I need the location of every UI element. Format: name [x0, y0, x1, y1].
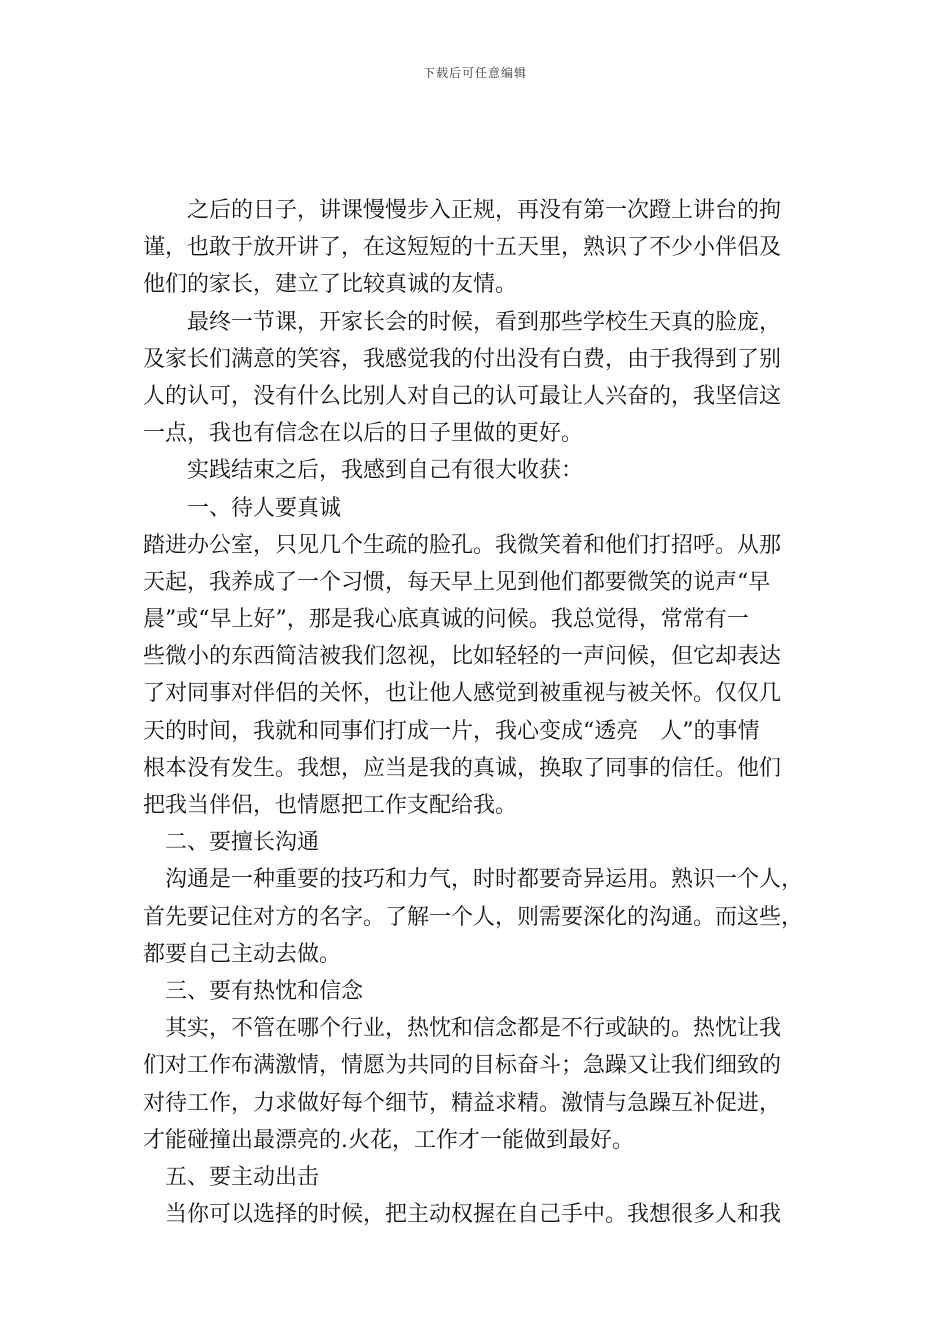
text-line: 天起，我养成了一个习惯，每天早上见到他们都要微笑的说声“早 — [143, 569, 771, 595]
text-line: 一点，我也有信念在以后的日子里做的更好。 — [143, 421, 584, 447]
text-line: 些微小的东西简洁被我们忽视，比如轻轻的一声问候，但它却表达 — [143, 644, 782, 670]
text-line: 之后的日子，讲课慢慢步入正规，再没有第一次蹬上讲台的拘 — [187, 198, 782, 223]
text-line: 二、要擅长沟通 — [165, 830, 320, 856]
text-line: 首先要记住对方的名字。了解一个人，则需要深化的沟通。而这些， — [143, 904, 804, 930]
text-line: 及家长们满意的笑容，我感觉我的付出没有白费，由于我得到了别 — [143, 346, 782, 372]
text-line: 们对工作布满激情，情愿为共同的目标奋斗；急躁又让我们细致的 — [143, 1053, 782, 1079]
text-line: 根本没有发生。我想，应当是我的真诚，换取了同事的信任。他们 — [143, 755, 782, 781]
text-line: 踏进办公室，只见几个生疏的脸孔。我微笑着和他们打招呼。从那 — [143, 532, 782, 558]
text-line: 当你可以选择的时候，把主动权握在自己手中。我想很多人和我 — [165, 1202, 782, 1228]
text-line: 才能碰撞出最漂亮的.火花，工作才一能做到最好。 — [143, 1127, 634, 1153]
text-line: 三、要有热忱和信念 — [165, 978, 364, 1004]
text-line: 实践结束之后，我感到自己有很大收获： — [187, 458, 584, 484]
text-line: 了对同事对伴侣的关怀，也让他人感觉到被重视与被关怀。仅仅几 — [143, 681, 782, 707]
text-line: 五、要主动出击 — [165, 1164, 320, 1190]
text-line: 天的时间，我就和同事们打成一片，我心变成“透亮 人”的事情 — [143, 718, 760, 744]
text-line: 他们的家长，建立了比较真诚的友情。 — [143, 272, 518, 298]
page-header: 下载后可任意编辑 — [422, 66, 527, 80]
text-line: 晨”或“早上好”，那是我心底真诚的问候。我总觉得，常常有一 — [143, 607, 749, 633]
text-line: 一、待人要真诚 — [187, 495, 342, 521]
document-body — [143, 192, 807, 1233]
text-line: 最终一节课，开家长会的时候，看到那些学校生天真的脸庞， — [187, 309, 782, 335]
text-line: 沟通是一种重要的技巧和力气，时时都要奇异运用。熟识一个人， — [165, 867, 804, 893]
text-line: 人的认可，没有什么比别人对自己的认可最让人兴奋的，我坚信这 — [143, 383, 782, 409]
text-line: 其实，不管在哪个行业，热忱和信念都是不行或缺的。热忱让我 — [165, 1016, 782, 1042]
text-line: 谨，也敢于放开讲了，在这短短的十五天里，熟识了不少小伴侣及 — [143, 235, 782, 261]
text-line: 都要自己主动去做。 — [143, 941, 342, 967]
text-line: 把我当伴侣，也情愿把工作支配给我。 — [143, 793, 518, 818]
text-line: 对待工作，力求做好每个细节，精益求精。激情与急躁互补促进， — [143, 1090, 782, 1116]
